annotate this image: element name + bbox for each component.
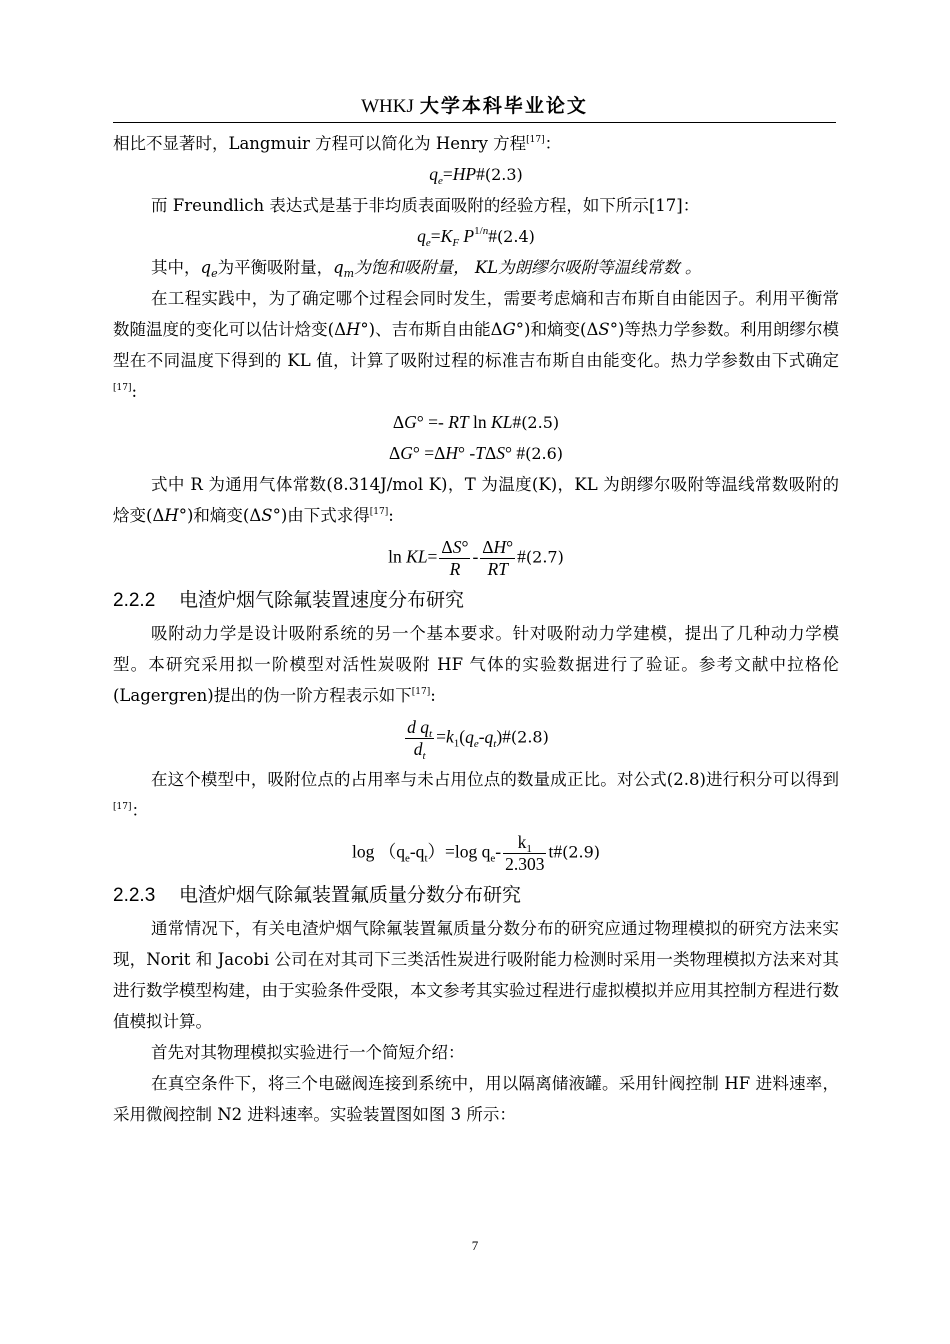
paragraph-physical-model: 通常情况下，有关电渣炉烟气除氟装置氟质量分数分布的研究应通过物理模拟的研究方法来实现，Norit 和 Jacobi 公司在对其司下三类活性炭进行吸附能力检测时采用一类物理模拟方法来对其进行数学模型构建，由于实验条件受限，本文参考其实验过程进行虚拟模拟并应用其控制方程进行数值模拟计算。 [113,919,839,1031]
equation-2-4: $q_e=K_F$ $P^{1/n}\#(2.4)$ [417,225,535,249]
paragraph-constants: 式中 R 为通用气体常数(8.314J/mol K)，T 为温度(K)，KL 为朗缪尔吸附等温线常数吸附的焓变(ΔH°)和熵变(ΔS°)由下式求得[17]: [113,475,839,525]
header-title: 大学本科毕业论文 [419,95,588,117]
page-body [113,128,839,1130]
paragraph-intro: 首先对其物理模拟实验进行一个简短介绍： [151,1043,465,1062]
section-heading-2-2-2: 2.2.2 电渣炉烟气除氟装置速度分布研究 [113,589,465,611]
section-heading-2-2-3: 2.2.3 电渣炉烟气除氟装置氟质量分数分布研究 [113,884,522,906]
paragraph-freundlich: 而 Freundlich 表达式是基于非均质表面吸附的经验方程，如下所示[17]： [151,196,700,215]
paragraph-setup: 在真空条件下，将三个电磁阀连接到系统中，用以隔离储液罐。采用针阀控制 HF 进料速率，采用微阀控制 N2 进料速率。实验装置图如图 3 所示： [113,1074,839,1124]
equation-2-6: ΔG° =ΔH° -TΔS° #(2.6) [388,443,564,463]
page-number: 7 [471,1238,479,1253]
paragraph-kinetics: 吸附动力学是设计吸附系统的另一个基本要求。针对吸附动力学建模，提出了几种动力学模型。本研究采用拟一阶模型对活性炭吸附 HF 气体的实验数据进行了验证。参考文献中拉格伦(Lagergren)提出的伪一阶方程表示如下[17]: [113,624,839,705]
header-code: WHKJ [361,96,414,117]
paragraph-symbols: 其中，$q_e$为平衡吸附量，$q_m$为饱和吸附量， KL为朗缪尔吸附等温线常数 。 [151,258,702,280]
equation-2-7: ln KL= $\frac{\Delta S^\circ}{R}$ - $\frac{\Delta H^\circ}{RT}$ #(2.7) [388,537,564,579]
equation-2-8: $\frac{d q_t}{d_t}$ $=k_1(q_e-q_t)\#(2.8)$ [407,717,549,762]
equation-2-5: ΔG° =- RT ln KL#(2.5) [392,412,560,432]
equation-2-9: $\log (q_e-q_t)=\log$ $q_e-$ $\frac{k_1}{2.303}$ t#(2.9) [351,832,601,874]
equation-2-3: $q_e=HP\#(2.3)$ [429,164,523,187]
header-rule [113,122,836,123]
paragraph-henry: 相比不显著时，Langmuir 方程可以简化为 Henry 方程[17]： [113,134,562,153]
paragraph-thermo: 在工程实践中，为了确定哪个过程会同时发生，需要考虑熵和吉布斯自由能因子。利用平衡常数随温度的变化可以估计焓变(ΔH°)、吉布斯自由能ΔG°)和熵变(ΔS°)等热力学参数。利用朗缪尔模型在不同温度下得到的 KL 值，计算了吸附过程的标准吉布斯自由能变化。热力学参数由下式确定[17]: [113,289,840,401]
page-header [113,92,836,121]
paragraph-integrate: 在这个模型中，吸附位点的占用率与未占用位点的数量成正比。对公式(2.8)进行积分可以得到[17]： [113,770,839,820]
